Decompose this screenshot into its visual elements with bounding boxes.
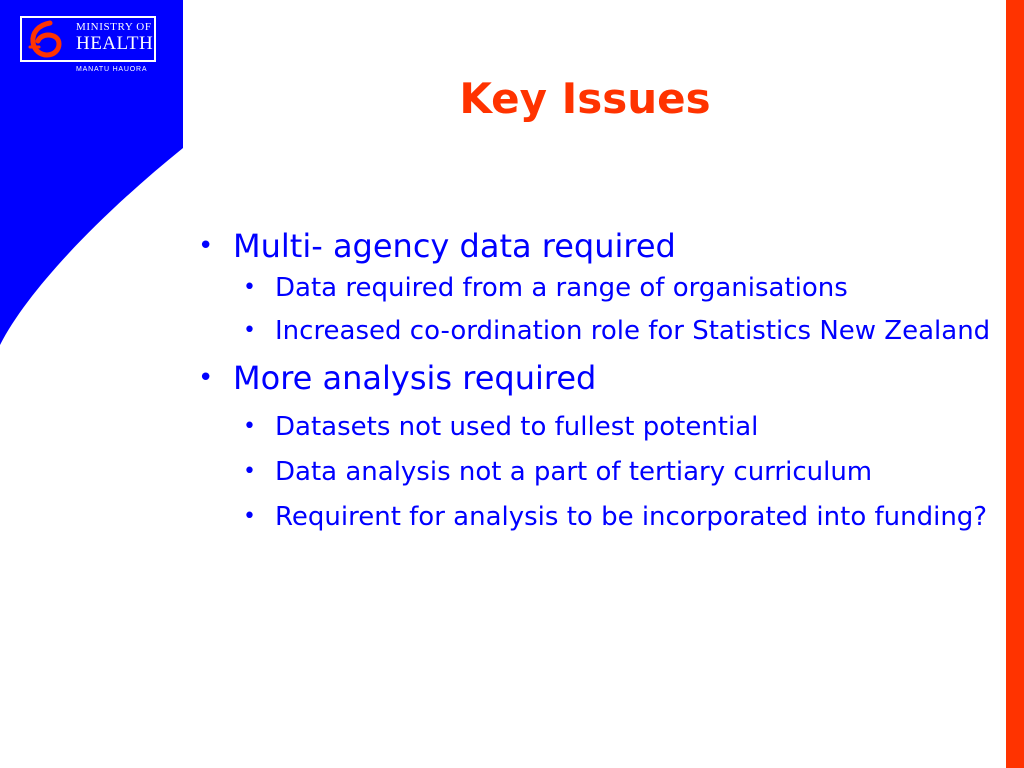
bullet-item xyxy=(196,226,996,266)
bullet-marker: • xyxy=(243,504,256,529)
sub-bullet-item xyxy=(241,271,996,305)
right-accent-bar xyxy=(1006,0,1024,768)
ministry-of-health-mark-icon xyxy=(26,20,66,58)
bullet-text: Multi- agency data required xyxy=(233,227,676,265)
sub-bullet-text: Data analysis not a part of tertiary curriculum xyxy=(275,457,873,487)
ministry-of-health-logo xyxy=(20,16,162,78)
sub-bullet-text: Datasets not used to fullest potential xyxy=(275,412,759,442)
logo-text-ministry-of: MINISTRY OF xyxy=(76,21,152,33)
bullet-item xyxy=(196,358,996,398)
sub-bullet-text: Requirent for analysis to be incorporated into funding? xyxy=(275,502,988,532)
bullet-marker: • xyxy=(198,363,214,393)
sub-bullet-item xyxy=(241,410,996,444)
bullet-list xyxy=(196,226,996,534)
logo-subtitle: MANATU HAUORA xyxy=(76,66,148,73)
slide-title: Key Issues xyxy=(459,74,711,123)
bullet-text: More analysis required xyxy=(233,359,597,397)
sub-bullet-text: Increased co-ordination role for Statistics New Zealand xyxy=(275,316,991,346)
sub-bullet-text: Data required from a range of organisations xyxy=(275,273,848,303)
bullet-marker: • xyxy=(243,275,256,300)
sub-bullet-item xyxy=(241,455,996,489)
sub-bullet-item xyxy=(241,314,996,348)
bullet-marker: • xyxy=(198,231,214,261)
sub-bullet-item xyxy=(241,500,996,534)
bullet-marker: • xyxy=(243,414,256,439)
logo-text-health: HEALTH xyxy=(76,33,154,54)
bullet-marker: • xyxy=(243,459,256,484)
bullet-marker: • xyxy=(243,318,256,343)
